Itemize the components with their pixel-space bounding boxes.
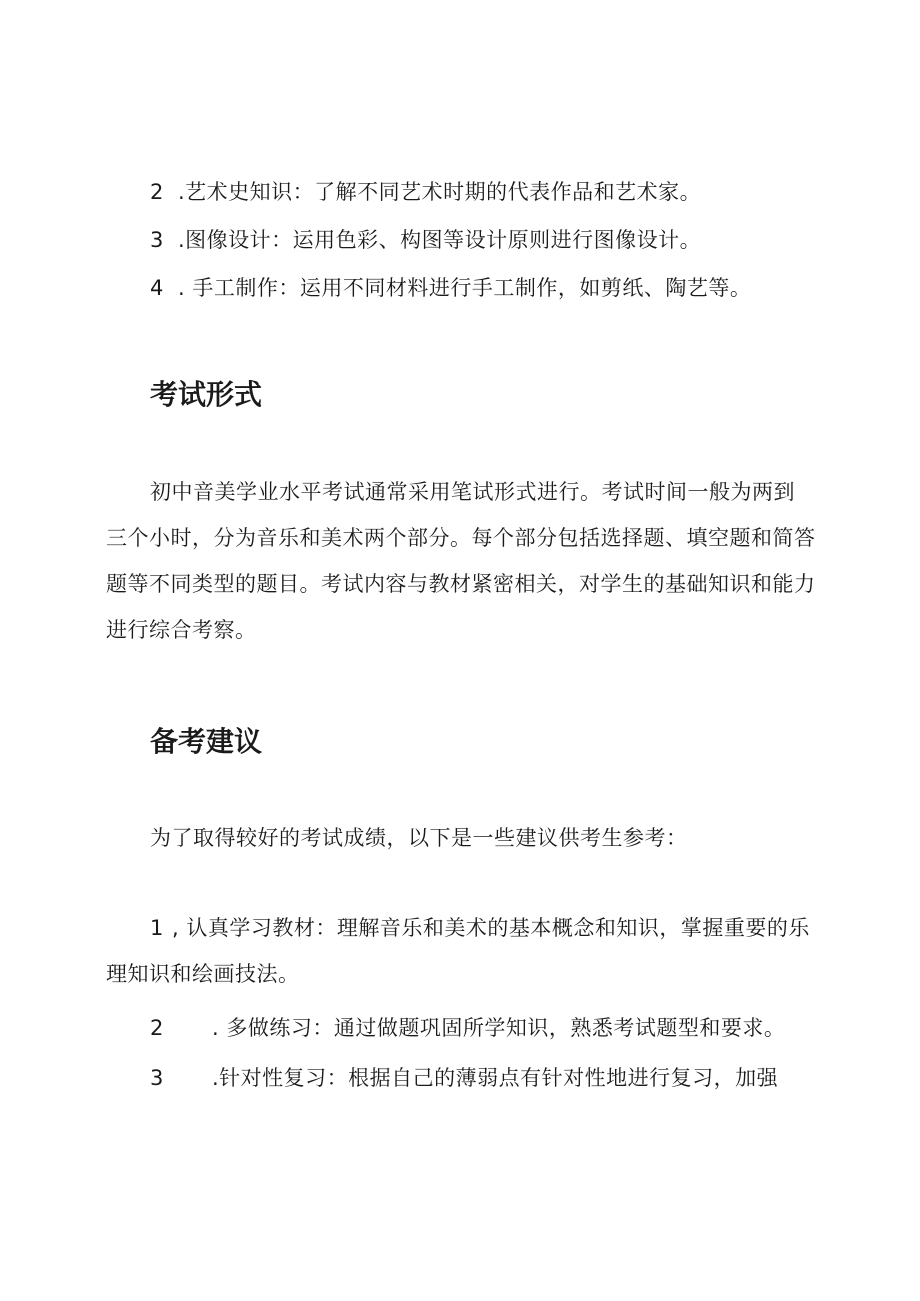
list-item-text: .针对性复习：根据自己的薄弱点有针对性地进行复习，加强 xyxy=(212,1066,779,1090)
list-item-number: 3 xyxy=(150,1066,164,1090)
list-item xyxy=(150,272,751,304)
paragraph-line: 进行综合考察。 xyxy=(106,618,257,642)
list-item-text: . 手工制作：运用不同材料进行手工制作，如剪纸、陶艺等。 xyxy=(178,276,752,300)
list-item-text: .艺术史知识：了解不同艺术时期的代表作品和艺术家。 xyxy=(178,180,702,204)
list-item-number: 2 xyxy=(150,180,164,204)
list-item-number: 1 xyxy=(150,916,164,940)
list-item xyxy=(150,1062,778,1094)
list-item-number: 3 xyxy=(150,228,164,252)
list-item xyxy=(150,176,701,208)
list-item xyxy=(150,224,701,256)
list-item-text: .图像设计：运用色彩、构图等设计原则进行图像设计。 xyxy=(178,228,702,252)
section-heading-prep-advice: 备考建议 xyxy=(150,725,263,758)
list-item xyxy=(150,912,810,944)
paragraph-line: 题等不同类型的题目。考试内容与教材紧密相关，对学生的基础知识和能力 xyxy=(106,572,816,596)
list-item-number: 2 xyxy=(150,1016,164,1040)
paragraph-line: 为了取得较好的考试成绩，以下是一些建议供考生参考： xyxy=(150,826,688,850)
list-item-continuation: 理知识和绘画技法。 xyxy=(106,962,300,986)
list-item-text: . 多做练习：通过做题巩固所学知识，熟悉考试题型和要求。 xyxy=(212,1016,786,1040)
list-item-text: , 认真学习教材：理解音乐和美术的基本概念和知识，掌握重要的乐 xyxy=(172,916,810,940)
list-item xyxy=(150,1012,785,1044)
paragraph-line: 初中音美学业水平考试通常采用笔试形式进行。考试时间一般为两到 xyxy=(150,480,795,504)
list-item-number: 4 xyxy=(150,276,164,300)
paragraph-line: 三个小时，分为音乐和美术两个部分。每个部分包括选择题、填空题和简答 xyxy=(106,526,816,550)
section-heading-exam-format: 考试形式 xyxy=(150,378,263,411)
